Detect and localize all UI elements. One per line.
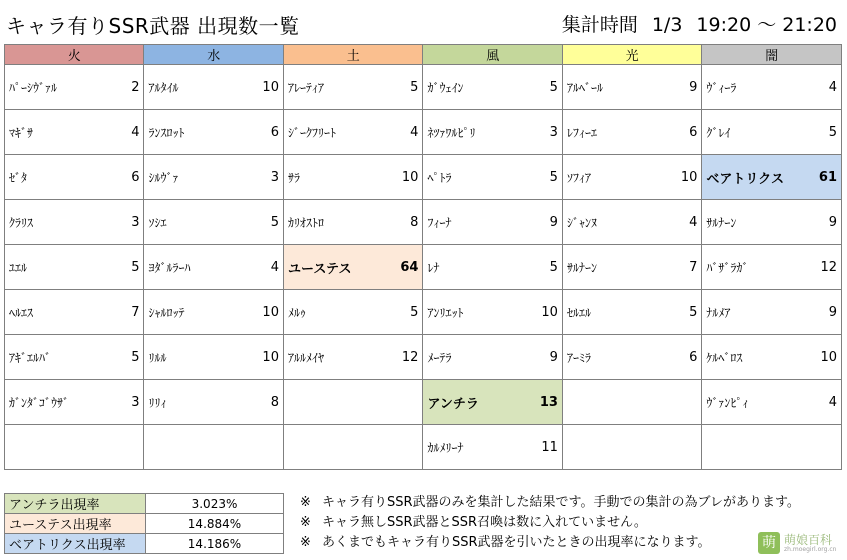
count-cell: 4 xyxy=(105,110,144,155)
count-cell: 3 xyxy=(105,200,144,245)
column-header-wind: 風 xyxy=(423,45,562,65)
character-name-cell: ｶﾘｵｽﾄﾛ xyxy=(283,200,383,245)
character-name-cell: ｱｷﾞｴﾙﾊﾞ xyxy=(5,335,105,380)
count-cell: 12 xyxy=(384,335,423,380)
character-name-cell: ﾍﾟﾄﾗ xyxy=(423,155,523,200)
note-mark: ※ xyxy=(300,495,311,510)
rate-label: アンチラ出現率 xyxy=(5,494,146,514)
character-name-cell: ﾏｷﾞｻ xyxy=(5,110,105,155)
count-cell: 9 xyxy=(802,200,841,245)
count-cell: 4 xyxy=(244,245,283,290)
rate-row xyxy=(5,494,284,514)
character-name-cell: ﾒｰﾃﾗ xyxy=(423,335,523,380)
count-cell: 4 xyxy=(663,200,702,245)
character-name-cell: ｼﾞｰｸﾌﾘｰﾄ xyxy=(283,110,383,155)
character-name-cell: ｱｰﾐﾗ xyxy=(562,335,662,380)
character-name-cell: ｿﾌｨｱ xyxy=(562,155,662,200)
character-name-cell xyxy=(562,425,662,470)
count-cell: 6 xyxy=(244,110,283,155)
note-mark: ※ xyxy=(300,515,311,530)
count-cell: 4 xyxy=(802,380,841,425)
character-name-cell xyxy=(702,425,802,470)
character-name-cell: ｻﾙﾅｰﾝ xyxy=(562,245,662,290)
column-header-dark: 闇 xyxy=(702,45,842,65)
rate-table xyxy=(4,493,284,554)
character-name-cell: ｶﾙﾒﾘｰﾅ xyxy=(423,425,523,470)
character-name-cell: ユーステス xyxy=(283,245,383,290)
character-name-cell: ｶﾞﾝﾀﾞｺﾞｳｻﾞ xyxy=(5,380,105,425)
character-name-cell xyxy=(144,425,244,470)
count-cell: 64 xyxy=(384,245,423,290)
count-cell: 5 xyxy=(384,290,423,335)
count-cell xyxy=(244,425,283,470)
character-name-cell: ｻﾙﾅｰﾝ xyxy=(702,200,802,245)
character-name-cell: ﾘﾘｨ xyxy=(144,380,244,425)
character-name-cell: ﾒﾙｩ xyxy=(283,290,383,335)
character-name-cell: ｳﾞｨｰﾗ xyxy=(702,65,802,110)
table-row xyxy=(5,245,842,290)
period-label: 集計時間 xyxy=(561,14,638,36)
count-cell xyxy=(663,380,702,425)
character-name-cell: ｱﾙﾀｲﾙ xyxy=(144,65,244,110)
count-cell: 3 xyxy=(105,380,144,425)
period-time-range: 19:20 ～ 21:20 xyxy=(696,14,837,36)
character-name-cell: ｱﾚｰﾃｨｱ xyxy=(283,65,383,110)
count-cell: 9 xyxy=(663,65,702,110)
character-name-cell: ｳﾞｧﾝﾋﾟｨ xyxy=(702,380,802,425)
table-body xyxy=(5,65,842,470)
count-cell: 13 xyxy=(523,380,562,425)
character-name-cell: ｻﾗ xyxy=(283,155,383,200)
character-name-cell: アンチラ xyxy=(423,380,523,425)
character-name-cell: ｿｼｴ xyxy=(144,200,244,245)
note-mark: ※ xyxy=(300,535,311,550)
table-row xyxy=(5,110,842,155)
character-name-cell xyxy=(562,380,662,425)
rate-value: 14.884% xyxy=(146,514,284,534)
count-cell: 11 xyxy=(523,425,562,470)
character-name-cell: ｶﾞｳｪｲﾝ xyxy=(423,65,523,110)
character-name-cell: ｸﾞﾚｲ xyxy=(702,110,802,155)
character-name-cell: ｼﾞｬﾝﾇ xyxy=(562,200,662,245)
count-cell: 5 xyxy=(105,245,144,290)
watermark xyxy=(758,530,844,556)
count-cell xyxy=(663,425,702,470)
rate-label: ベアトリクス出現率 xyxy=(5,534,146,554)
count-cell: 5 xyxy=(663,290,702,335)
rate-value: 3.023% xyxy=(146,494,284,514)
count-cell: 7 xyxy=(105,290,144,335)
character-name-cell: ﾕｴﾙ xyxy=(5,245,105,290)
count-cell: 10 xyxy=(802,335,841,380)
table-row xyxy=(5,65,842,110)
count-cell: 7 xyxy=(663,245,702,290)
note-line xyxy=(300,493,840,513)
character-name-cell: ｹﾙﾍﾞﾛｽ xyxy=(702,335,802,380)
character-name-cell: ｱﾝﾘｴｯﾄ xyxy=(423,290,523,335)
character-name-cell: ｾﾙｴﾙ xyxy=(562,290,662,335)
count-cell: 10 xyxy=(523,290,562,335)
count-cell: 2 xyxy=(105,65,144,110)
table-row xyxy=(5,335,842,380)
element-header-row xyxy=(5,45,842,65)
character-name-cell: ﾚﾅ xyxy=(423,245,523,290)
count-cell xyxy=(105,425,144,470)
character-name-cell: ﾍﾙｴｽ xyxy=(5,290,105,335)
count-cell: 5 xyxy=(802,110,841,155)
count-cell: 5 xyxy=(105,335,144,380)
count-cell: 4 xyxy=(802,65,841,110)
character-name-cell: ｼｬﾙﾛｯﾃ xyxy=(144,290,244,335)
count-cell: 5 xyxy=(523,155,562,200)
table-row xyxy=(5,425,842,470)
character-name-cell: ｾﾞﾀ xyxy=(5,155,105,200)
table-row xyxy=(5,380,842,425)
count-cell: 61 xyxy=(802,155,841,200)
character-name-cell: ベアトリクス xyxy=(702,155,802,200)
character-name-cell: ｱﾙﾍﾞｰﾙ xyxy=(562,65,662,110)
count-cell xyxy=(802,425,841,470)
count-cell: 8 xyxy=(384,200,423,245)
count-cell: 3 xyxy=(244,155,283,200)
count-cell: 12 xyxy=(802,245,841,290)
rate-row xyxy=(5,534,284,554)
count-cell: 9 xyxy=(523,200,562,245)
character-name-cell: ﾘﾙﾙ xyxy=(144,335,244,380)
note-text: キャラ有りSSR武器のみを集計した結果です。手動での集計の為ブレがあります。 xyxy=(322,495,800,510)
note-text: キャラ無しSSR武器とSSR召喚は数に入れていません。 xyxy=(322,515,647,530)
count-cell: 4 xyxy=(384,110,423,155)
character-name-cell: ｱﾙﾙﾒｲﾔ xyxy=(283,335,383,380)
character-name-cell: ﾚﾌｨｰｴ xyxy=(562,110,662,155)
character-name-cell xyxy=(5,425,105,470)
count-cell: 10 xyxy=(244,290,283,335)
count-cell: 6 xyxy=(105,155,144,200)
character-name-cell: ﾌｨｰﾅ xyxy=(423,200,523,245)
character-name-cell: ﾈﾂｧﾜﾙﾋﾟﾘ xyxy=(423,110,523,155)
count-cell: 3 xyxy=(523,110,562,155)
column-header-fire: 火 xyxy=(5,45,144,65)
watermark-text: 萌娘百科 xyxy=(784,533,833,547)
period-date: 1/3 xyxy=(651,14,683,36)
character-name-cell: ｼﾙｳﾞｧ xyxy=(144,155,244,200)
count-cell: 9 xyxy=(523,335,562,380)
count-cell: 6 xyxy=(663,110,702,155)
count-cell: 6 xyxy=(663,335,702,380)
count-cell: 9 xyxy=(802,290,841,335)
count-cell: 5 xyxy=(523,245,562,290)
rate-row xyxy=(5,514,284,534)
count-cell: 8 xyxy=(244,380,283,425)
watermark-url: zh.moegirl.org.cn xyxy=(784,546,837,553)
weapon-count-table xyxy=(4,44,842,470)
count-cell: 10 xyxy=(384,155,423,200)
count-cell: 5 xyxy=(523,65,562,110)
period-info xyxy=(562,10,837,37)
watermark-logo: 萌 xyxy=(758,532,780,554)
table-row xyxy=(5,200,842,245)
character-name-cell: ﾅﾙﾒｱ xyxy=(702,290,802,335)
count-cell: 10 xyxy=(244,65,283,110)
count-cell: 5 xyxy=(244,200,283,245)
column-header-water: 水 xyxy=(144,45,283,65)
note-text: あくまでもキャラ有りSSR武器を引いたときの出現率になります。 xyxy=(322,535,711,550)
count-cell: 10 xyxy=(663,155,702,200)
character-name-cell xyxy=(283,380,383,425)
column-header-earth: 土 xyxy=(283,45,422,65)
character-name-cell: ﾗﾝｽﾛｯﾄ xyxy=(144,110,244,155)
table-row xyxy=(5,290,842,335)
character-name-cell: ﾊﾟｰｼｳﾞｧﾙ xyxy=(5,65,105,110)
character-name-cell: ﾖﾀﾞﾙﾗｰﾊ xyxy=(144,245,244,290)
rate-label: ユーステス出現率 xyxy=(5,514,146,534)
count-cell xyxy=(384,380,423,425)
table-row xyxy=(5,155,842,200)
character-name-cell: ﾊﾞｻﾞﾗｶﾞ xyxy=(702,245,802,290)
count-cell: 5 xyxy=(384,65,423,110)
character-name-cell xyxy=(283,425,383,470)
count-cell xyxy=(384,425,423,470)
count-cell: 10 xyxy=(244,335,283,380)
column-header-light: 光 xyxy=(562,45,701,65)
rate-value: 14.186% xyxy=(146,534,284,554)
character-name-cell: ｸﾗﾘｽ xyxy=(5,200,105,245)
page-title: キャラ有りSSR武器 出現数一覧 xyxy=(6,14,300,38)
